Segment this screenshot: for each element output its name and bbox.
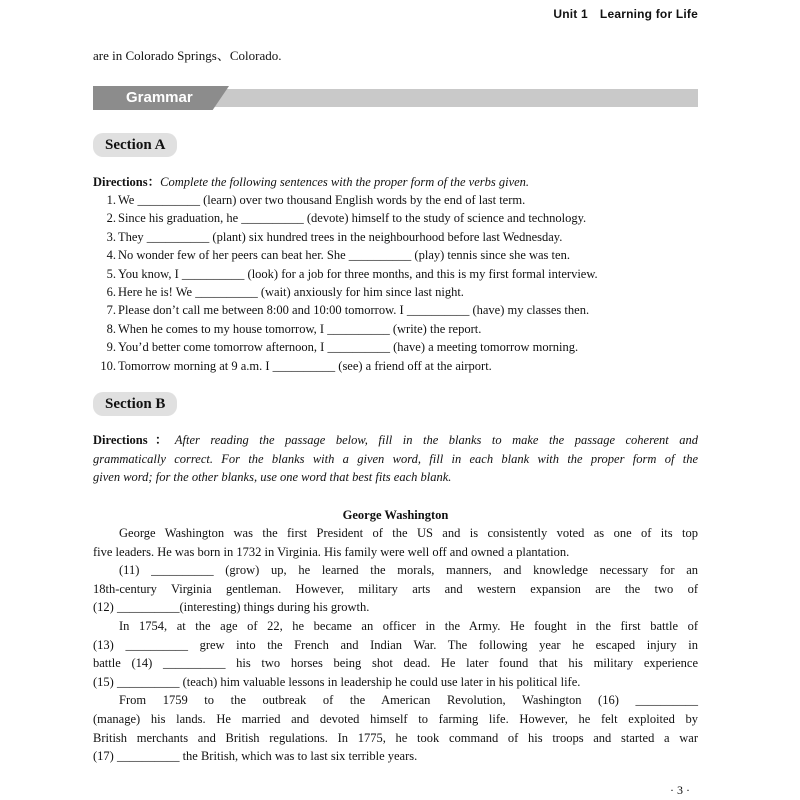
- item-text: You’d better come tomorrow afternoon, I __________ (have) a meeting tomorrow morning.: [118, 340, 579, 355]
- grammar-banner: [93, 89, 698, 107]
- exercise-item: [96, 228, 598, 246]
- passage-line: George Washington was the first President of the US and is consistently voted as one of its top: [119, 526, 698, 540]
- exercise-item: [96, 338, 598, 356]
- passage-line: British merchants and British regulations. In 1775, he took command of his troops and started a war: [93, 730, 698, 745]
- item-text: Since his graduation, he __________ (devote) himself to the study of science and technology.: [118, 211, 587, 226]
- item-number: 10.: [100, 358, 116, 373]
- item-number: 5.: [106, 266, 116, 281]
- running-header: [553, 7, 698, 21]
- exercise-list-a: [96, 191, 598, 375]
- exercise-item: [96, 265, 598, 283]
- directions-text: Complete the following sentences with the proper form of the verbs given.: [160, 175, 530, 189]
- passage-line: 18th-century Virginia gentleman. However, military arts and western expansion are the two of: [93, 581, 698, 596]
- item-text: No wonder few of her peers can beat her. She __________ (play) tennis since she was ten.: [118, 248, 570, 263]
- item-number: 2.: [106, 211, 116, 226]
- page-number: · 3 ·: [670, 783, 690, 797]
- exercise-item: [96, 301, 598, 319]
- item-number: 7.: [106, 303, 116, 318]
- passage-line: From 1759 to the outbreak of the American Revolution, Washington (16) __________: [119, 693, 698, 708]
- item-text: They __________ (plant) six hundred trees in the neighbourhood before last Wednesday.: [118, 229, 563, 244]
- section-b-directions: [93, 431, 698, 487]
- item-number: 1.: [106, 193, 116, 207]
- exercise-item: [96, 209, 598, 227]
- item-number: 3.: [106, 229, 116, 244]
- directions-line: given word; for the other blanks, use one word that best fits each blank.: [93, 470, 452, 485]
- item-number: 9.: [106, 340, 116, 355]
- passage-body: [93, 524, 698, 766]
- unit-number: Unit 1: [553, 7, 588, 21]
- section-b-badge: Section B: [93, 392, 177, 416]
- grammar-heading: Grammar: [126, 89, 193, 106]
- passage-line: (17) __________ the British, which was to last six terrible years.: [93, 749, 418, 764]
- item-number: 6.: [106, 284, 116, 299]
- passage-line: five leaders. He was born in 1732 in Virginia. His family were well off and owned a plantation.: [93, 544, 570, 559]
- item-number: 4.: [106, 248, 116, 263]
- exercise-item: [96, 246, 598, 264]
- passage-title: George Washington: [342, 508, 449, 522]
- passage-line: (11) __________ (grow) up, he learned the morals, manners, and knowledge necessary for an: [119, 563, 698, 578]
- carryover-text: are in Colorado Springs、Colorado.: [93, 48, 282, 63]
- exercise-item: [96, 320, 598, 338]
- item-number: 8.: [106, 321, 116, 336]
- passage-line: (manage) his lands. He married and devoted himself to farming life. However, he felt exploited by: [93, 711, 698, 726]
- directions-label: Directions：: [93, 433, 175, 447]
- exercise-item: [96, 357, 598, 375]
- directions-line: After reading the passage below, fill in the blanks to make the passage coherent and: [174, 433, 699, 447]
- directions-label: Directions：: [93, 175, 161, 189]
- unit-title: Learning for Life: [599, 7, 698, 21]
- passage-line: (15) __________ (teach) him valuable lessons in leadership he could use later in his political life.: [93, 674, 581, 689]
- passage-line: In 1754, at the age of 22, he became an officer in the Army. He fought in the first battle of: [119, 618, 698, 633]
- directions-line: grammatically correct. For the blanks with a given word, fill in each blank with the proper form of the: [93, 451, 698, 466]
- item-text: When he comes to my house tomorrow, I __________ (write) the report.: [118, 321, 482, 336]
- passage-line: battle (14) __________ his two horses being shot dead. He later found that his military experience: [93, 656, 698, 671]
- section-a-badge: Section A: [93, 133, 177, 157]
- exercise-item: [96, 191, 598, 209]
- passage-line: (12) __________(interesting) things during his growth.: [93, 600, 370, 615]
- passage-line: (13) __________ grew into the French and Indian War. The following year he escaped injury in: [93, 637, 698, 652]
- item-text: You know, I __________ (look) for a job for three months, and this is my first formal interview.: [118, 266, 598, 281]
- item-text: Here he is! We __________ (wait) anxiously for him since last night.: [118, 284, 464, 299]
- section-a-directions: [93, 173, 703, 192]
- item-text: Please don’t call me between 8:00 and 10:00 tomorrow. I __________ (have) my classes then.: [118, 303, 590, 318]
- item-text: We __________ (learn) over two thousand English words by the end of last term.: [118, 193, 526, 207]
- item-text: Tomorrow morning at 9 a.m. I __________ (see) a friend off at the airport.: [118, 358, 492, 373]
- exercise-item: [96, 283, 598, 301]
